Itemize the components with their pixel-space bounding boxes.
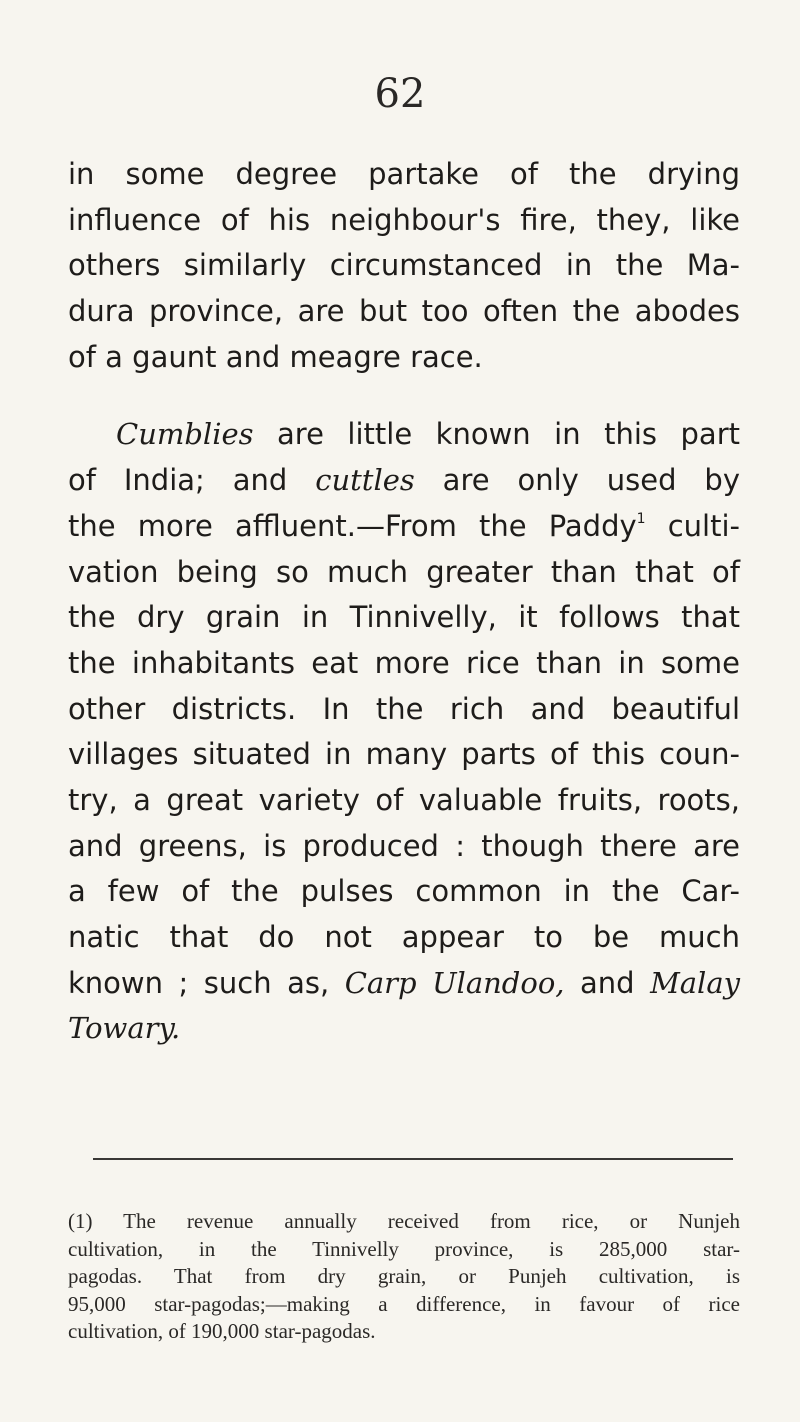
text-line: other districts. In the rich and beautiful <box>68 691 740 726</box>
italic-term: Towary. <box>68 1011 181 1046</box>
footnote-divider <box>93 1158 733 1160</box>
text-line <box>68 961 740 1007</box>
page-number: 62 <box>374 71 426 117</box>
text-line <box>68 504 740 550</box>
text-line: try, a great variety of valuable fruits, roots, <box>68 782 740 817</box>
paragraph-1 <box>68 152 740 380</box>
text-segment: of India; and <box>68 463 316 498</box>
text-line: in some degree partake of the drying <box>68 157 740 191</box>
italic-term: cuttles <box>315 463 415 498</box>
footnote-line: cultivation, in the Tinnivelly province, is 285,000 star- <box>68 1236 740 1261</box>
text-line <box>68 1006 740 1052</box>
text-line: natic that do not appear to be much <box>68 920 740 954</box>
text-segment: culti- <box>645 508 740 543</box>
text-line: others similarly circumstanced in the Ma- <box>68 248 740 283</box>
text-segment: are little known in this part <box>253 417 740 452</box>
text-line: dura province, are but too often the abodes <box>68 294 740 329</box>
text-line <box>68 412 740 458</box>
text-segment: are only used by <box>414 463 740 498</box>
text-segment: the more affluent.—From the Paddy <box>68 508 637 543</box>
paragraph-2 <box>68 412 740 1052</box>
footnote-line: 95,000 star-pagodas;—making a difference, in favour of rice <box>68 1291 740 1316</box>
italic-term: Carp Ulandoo, <box>344 965 565 1000</box>
text-segment: and <box>564 965 651 1000</box>
text-line: villages situated in many parts of this coun- <box>68 737 740 772</box>
footnote-marker: 1 <box>636 510 646 527</box>
footnote-line: (1) The revenue annually received from rice, or Nunjeh <box>68 1209 740 1233</box>
text-segment: known ; such as, <box>68 965 345 1000</box>
text-line <box>68 458 740 504</box>
footnote <box>68 1208 740 1346</box>
italic-term: Malay <box>650 965 740 1000</box>
body-text <box>68 152 740 1052</box>
text-line: the inhabitants eat more rice than in some <box>68 645 740 680</box>
text-line: vation being so much greater than that of <box>68 554 740 589</box>
text-line: influence of his neighbour's fire, they, like <box>68 202 740 237</box>
footnote-line: cultivation, of 190,000 star-pagodas. <box>68 1319 376 1343</box>
text-line: a few of the pulses common in the Car- <box>68 874 740 909</box>
text-line: and greens, is produced : though there are <box>68 828 740 863</box>
text-line: of a gaunt and meagre race. <box>68 339 483 374</box>
italic-term: Cumblies <box>116 417 254 452</box>
footnote-line: pagodas. That from dry grain, or Punjeh cultivation, is <box>68 1264 740 1288</box>
text-line: the dry grain in Tinnivelly, it follows that <box>68 600 740 635</box>
